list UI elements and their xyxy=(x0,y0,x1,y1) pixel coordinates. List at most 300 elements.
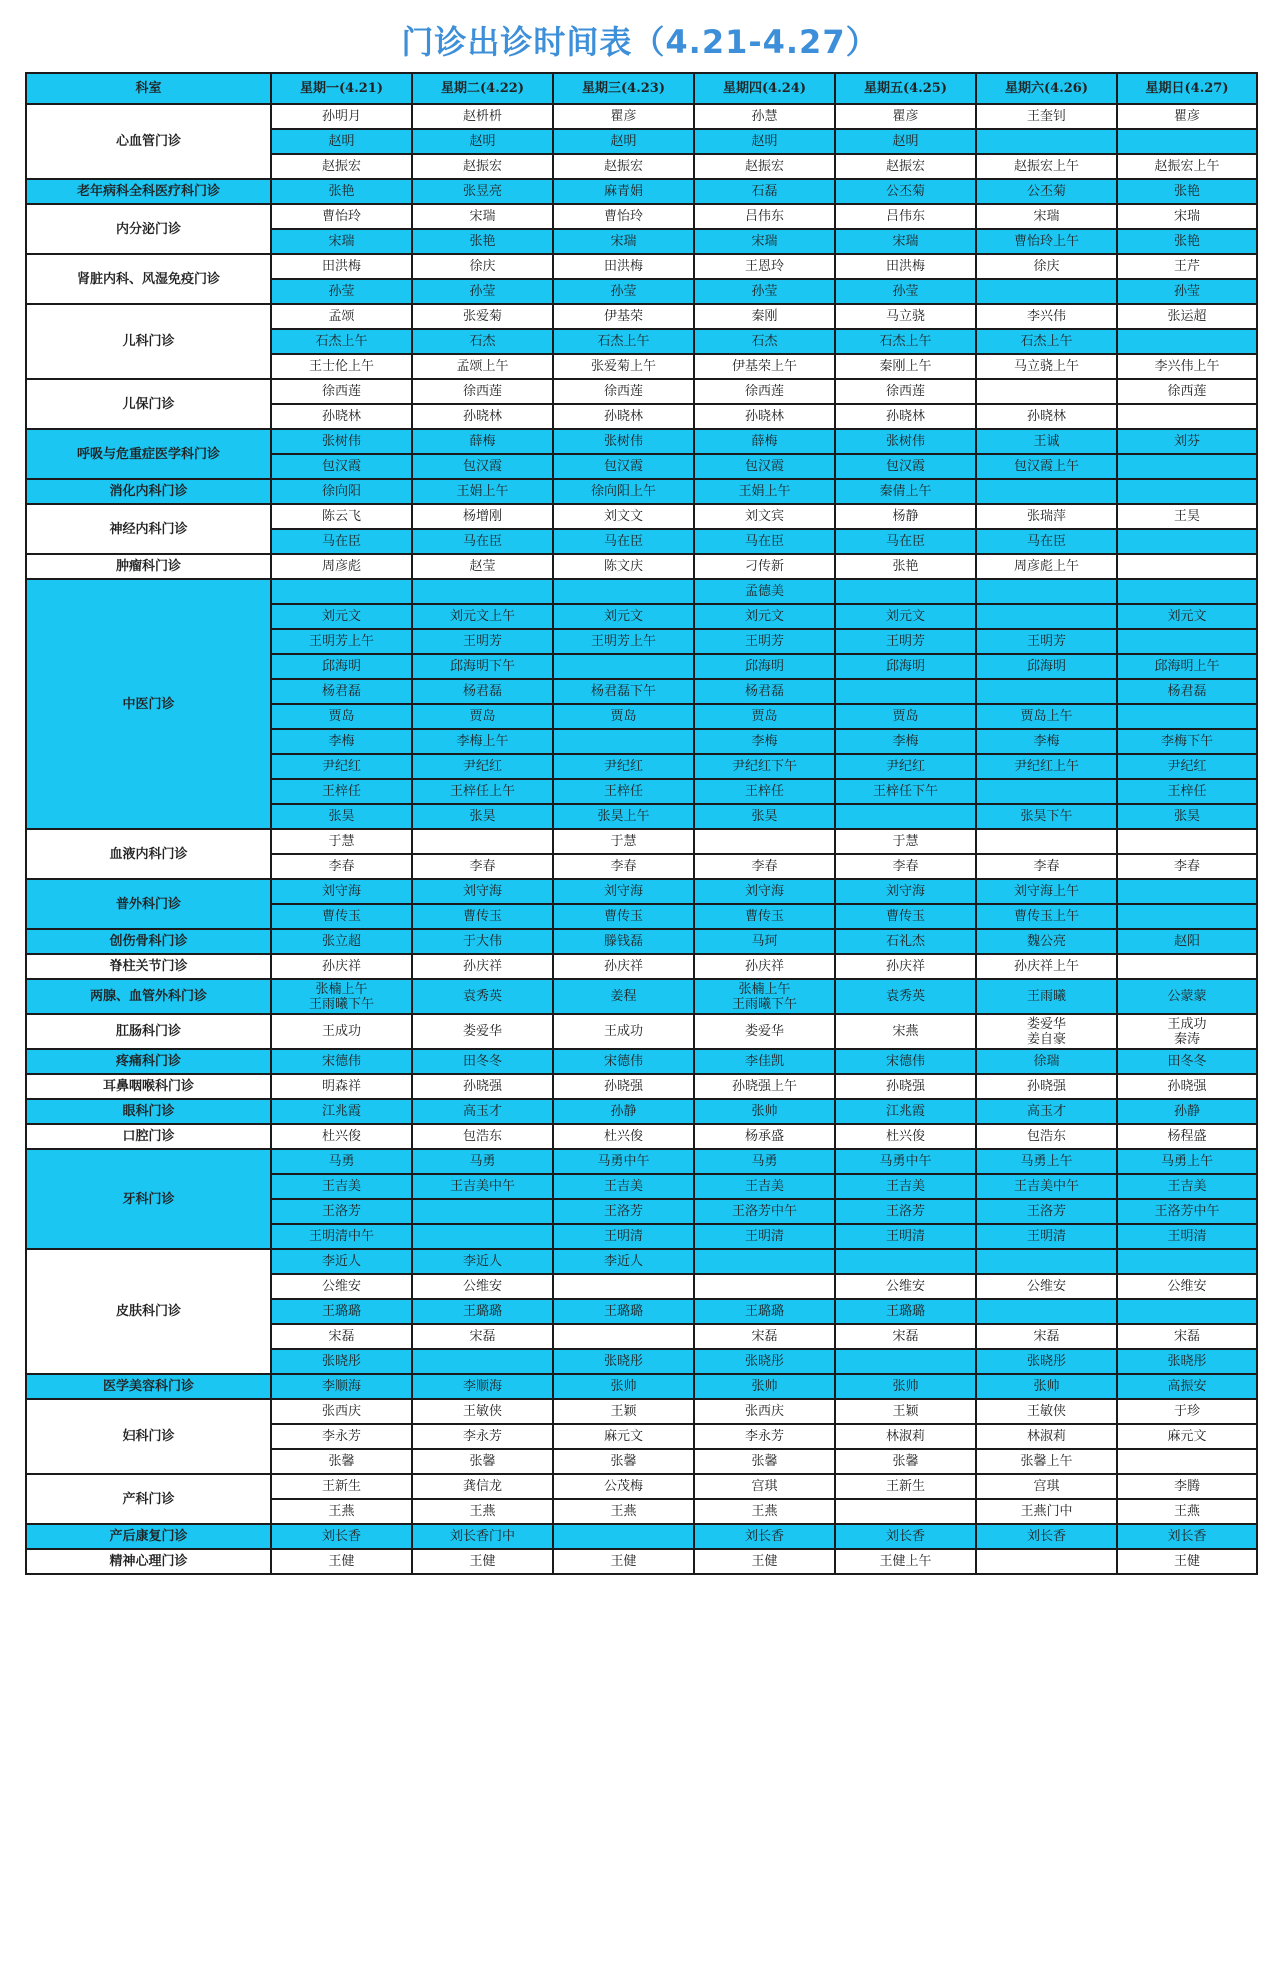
doctor-cell-thu: 包汉霞 xyxy=(694,454,835,479)
doctor-cell-sat: 马在臣 xyxy=(976,529,1117,554)
doctor-cell-mon: 公维安 xyxy=(271,1274,412,1299)
doctor-cell-tue: 石杰 xyxy=(412,329,553,354)
doctor-cell-sun: 王吉美 xyxy=(1117,1174,1257,1199)
doctor-cell-fri xyxy=(835,579,976,604)
doctor-cell-tue: 李梅上午 xyxy=(412,729,553,754)
doctor-cell-sun: 赵阳 xyxy=(1117,929,1257,954)
doctor-cell-fri: 李梅 xyxy=(835,729,976,754)
doctor-cell-tue: 刘元文上午 xyxy=(412,604,553,629)
table-row xyxy=(26,979,1257,1014)
doctor-cell-wed: 杜兴俊 xyxy=(553,1124,694,1149)
doctor-cell-sat: 张帅 xyxy=(976,1374,1117,1399)
doctor-cell-mon: 张西庆 xyxy=(271,1399,412,1424)
doctor-cell-tue: 孟颂上午 xyxy=(412,354,553,379)
department-name: 耳鼻咽喉科门诊 xyxy=(26,1074,271,1099)
doctor-cell-fri: 王璐璐 xyxy=(835,1299,976,1324)
doctor-cell-fri: 孙晓强 xyxy=(835,1074,976,1099)
doctor-cell-sat: 宋磊 xyxy=(976,1324,1117,1349)
doctor-cell-tue: 李近人 xyxy=(412,1249,553,1274)
doctor-cell-fri: 王颖 xyxy=(835,1399,976,1424)
table-row xyxy=(26,204,1257,229)
doctor-cell-tue xyxy=(412,1224,553,1249)
table-row xyxy=(26,1014,1257,1049)
doctor-cell-mon: 于慧 xyxy=(271,829,412,854)
doctor-cell-sat: 张昊下午 xyxy=(976,804,1117,829)
doctor-cell-sat: 孙晓强 xyxy=(976,1074,1117,1099)
doctor-cell-fri xyxy=(835,804,976,829)
table-row xyxy=(26,479,1257,504)
doctor-cell-thu: 杨君磊 xyxy=(694,679,835,704)
doctor-cell-fri: 秦刚上午 xyxy=(835,354,976,379)
doctor-cell-wed: 宋德伟 xyxy=(553,1049,694,1074)
doctor-cell-wed: 包汉霞 xyxy=(553,454,694,479)
doctor-cell-sat: 包汉霞上午 xyxy=(976,454,1117,479)
doctor-cell-sun: 麻元文 xyxy=(1117,1424,1257,1449)
doctor-cell-mon: 明森祥 xyxy=(271,1074,412,1099)
doctor-cell-thu: 薛梅 xyxy=(694,429,835,454)
doctor-cell-wed: 张爱菊上午 xyxy=(553,354,694,379)
doctor-cell-thu xyxy=(694,1249,835,1274)
doctor-cell-sat: 宋瑞 xyxy=(976,204,1117,229)
doctor-cell-sun: 张艳 xyxy=(1117,179,1257,204)
table-row xyxy=(26,1074,1257,1099)
doctor-cell-fri: 杨静 xyxy=(835,504,976,529)
department-name: 肾脏内科、风湿免疫门诊 xyxy=(26,254,271,304)
department-name: 儿保门诊 xyxy=(26,379,271,429)
doctor-cell-wed: 刘文文 xyxy=(553,504,694,529)
doctor-cell-tue: 赵明 xyxy=(412,129,553,154)
doctor-cell-tue: 王璐璐 xyxy=(412,1299,553,1324)
doctor-cell-sun: 于珍 xyxy=(1117,1399,1257,1424)
doctor-cell-thu: 李永芳 xyxy=(694,1424,835,1449)
doctor-cell-thu: 马珂 xyxy=(694,929,835,954)
doctor-cell-tue: 王明芳 xyxy=(412,629,553,654)
department-name: 肛肠科门诊 xyxy=(26,1014,271,1049)
doctor-cell-mon xyxy=(271,579,412,604)
doctor-cell-fri: 孙莹 xyxy=(835,279,976,304)
doctor-cell-thu: 徐西莲 xyxy=(694,379,835,404)
doctor-cell-fri: 马立骁 xyxy=(835,304,976,329)
doctor-cell-sun xyxy=(1117,1249,1257,1274)
doctor-cell-tue: 薛梅 xyxy=(412,429,553,454)
doctor-cell-wed: 田洪梅 xyxy=(553,254,694,279)
doctor-cell-wed: 孙晓强 xyxy=(553,1074,694,1099)
department-name: 儿科门诊 xyxy=(26,304,271,379)
header-tue: 星期二(4.22) xyxy=(412,73,553,104)
doctor-cell-sat: 宫琪 xyxy=(976,1474,1117,1499)
doctor-cell-sat xyxy=(976,379,1117,404)
table-row xyxy=(26,1049,1257,1074)
department-name: 产后康复门诊 xyxy=(26,1524,271,1549)
doctor-cell-thu: 贾岛 xyxy=(694,704,835,729)
department-name: 皮肤科门诊 xyxy=(26,1249,271,1374)
doctor-cell-sun xyxy=(1117,629,1257,654)
doctor-cell-sat: 王明清 xyxy=(976,1224,1117,1249)
doctor-cell-sun: 王成功 秦涛 xyxy=(1117,1014,1257,1049)
doctor-cell-mon: 尹纪红 xyxy=(271,754,412,779)
doctor-cell-mon: 刘元文 xyxy=(271,604,412,629)
doctor-cell-sat: 王燕门中 xyxy=(976,1499,1117,1524)
header-fri: 星期五(4.25) xyxy=(835,73,976,104)
table-row xyxy=(26,1374,1257,1399)
doctor-cell-thu: 刘守海 xyxy=(694,879,835,904)
doctor-cell-mon: 宋德伟 xyxy=(271,1049,412,1074)
doctor-cell-mon: 徐向阳 xyxy=(271,479,412,504)
doctor-cell-thu: 刘文宾 xyxy=(694,504,835,529)
doctor-cell-sun: 孙静 xyxy=(1117,1099,1257,1124)
doctor-cell-thu: 张楠上午 王雨曦下午 xyxy=(694,979,835,1014)
doctor-cell-tue: 刘长香门中 xyxy=(412,1524,553,1549)
table-row xyxy=(26,1399,1257,1424)
doctor-cell-sun: 李兴伟上午 xyxy=(1117,354,1257,379)
doctor-cell-tue xyxy=(412,579,553,604)
table-row xyxy=(26,179,1257,204)
doctor-cell-sat xyxy=(976,129,1117,154)
doctor-cell-tue xyxy=(412,829,553,854)
doctor-cell-mon: 王璐璐 xyxy=(271,1299,412,1324)
header-sun: 星期日(4.27) xyxy=(1117,73,1257,104)
department-name: 妇科门诊 xyxy=(26,1399,271,1474)
doctor-cell-wed: 王燕 xyxy=(553,1499,694,1524)
doctor-cell-fri: 徐西莲 xyxy=(835,379,976,404)
doctor-cell-wed: 麻元文 xyxy=(553,1424,694,1449)
doctor-cell-sun xyxy=(1117,479,1257,504)
doctor-cell-sun xyxy=(1117,529,1257,554)
doctor-cell-wed: 孙晓林 xyxy=(553,404,694,429)
doctor-cell-tue: 包汉霞 xyxy=(412,454,553,479)
doctor-cell-fri: 李春 xyxy=(835,854,976,879)
doctor-cell-fri: 张艳 xyxy=(835,554,976,579)
doctor-cell-fri: 林淑莉 xyxy=(835,1424,976,1449)
doctor-cell-thu: 曹传玉 xyxy=(694,904,835,929)
doctor-cell-mon: 孟颂 xyxy=(271,304,412,329)
doctor-cell-fri: 刘守海 xyxy=(835,879,976,904)
doctor-cell-mon: 徐西莲 xyxy=(271,379,412,404)
doctor-cell-sat: 包浩东 xyxy=(976,1124,1117,1149)
doctor-cell-mon: 王洛芳 xyxy=(271,1199,412,1224)
header-mon: 星期一(4.21) xyxy=(271,73,412,104)
doctor-cell-sun: 宋瑞 xyxy=(1117,204,1257,229)
header-wed: 星期三(4.23) xyxy=(553,73,694,104)
doctor-cell-sun: 公蒙蒙 xyxy=(1117,979,1257,1014)
doctor-cell-tue: 马勇 xyxy=(412,1149,553,1174)
doctor-cell-tue: 公维安 xyxy=(412,1274,553,1299)
doctor-cell-sat: 魏公亮 xyxy=(976,929,1117,954)
doctor-cell-sat: 高玉才 xyxy=(976,1099,1117,1124)
doctor-cell-mon: 李顺海 xyxy=(271,1374,412,1399)
doctor-cell-mon: 马在臣 xyxy=(271,529,412,554)
doctor-cell-wed: 尹纪红 xyxy=(553,754,694,779)
doctor-cell-mon: 包汉霞 xyxy=(271,454,412,479)
doctor-cell-fri xyxy=(835,1499,976,1524)
doctor-cell-tue: 徐庆 xyxy=(412,254,553,279)
doctor-cell-tue xyxy=(412,1199,553,1224)
doctor-cell-sun: 张晓彤 xyxy=(1117,1349,1257,1374)
doctor-cell-tue: 王燕 xyxy=(412,1499,553,1524)
doctor-cell-sat: 王奎钊 xyxy=(976,104,1117,129)
doctor-cell-thu: 王恩玲 xyxy=(694,254,835,279)
department-name: 神经内科门诊 xyxy=(26,504,271,554)
doctor-cell-tue xyxy=(412,1349,553,1374)
department-name: 血液内科门诊 xyxy=(26,829,271,879)
doctor-cell-sat xyxy=(976,479,1117,504)
doctor-cell-sun: 邱海明上午 xyxy=(1117,654,1257,679)
doctor-cell-thu: 李梅 xyxy=(694,729,835,754)
doctor-cell-sat xyxy=(976,1299,1117,1324)
department-name: 创伤骨科门诊 xyxy=(26,929,271,954)
doctor-cell-tue: 张昱亮 xyxy=(412,179,553,204)
table-row xyxy=(26,1124,1257,1149)
doctor-cell-wed: 刘元文 xyxy=(553,604,694,629)
doctor-cell-sun: 瞿彦 xyxy=(1117,104,1257,129)
doctor-cell-mon: 孙晓林 xyxy=(271,404,412,429)
department-name: 脊柱关节门诊 xyxy=(26,954,271,979)
doctor-cell-sun: 王明清 xyxy=(1117,1224,1257,1249)
doctor-cell-thu: 邱海明 xyxy=(694,654,835,679)
doctor-cell-tue: 宋磊 xyxy=(412,1324,553,1349)
table-row xyxy=(26,104,1257,129)
doctor-cell-thu: 张昊 xyxy=(694,804,835,829)
doctor-cell-mon: 赵明 xyxy=(271,129,412,154)
doctor-cell-sat: 石杰上午 xyxy=(976,329,1117,354)
doctor-cell-tue: 王梓任上午 xyxy=(412,779,553,804)
doctor-cell-wed: 瞿彦 xyxy=(553,104,694,129)
doctor-cell-thu: 娄爱华 xyxy=(694,1014,835,1049)
doctor-cell-sun: 尹纪红 xyxy=(1117,754,1257,779)
doctor-cell-sat: 赵振宏上午 xyxy=(976,154,1117,179)
doctor-cell-wed: 杨君磊下午 xyxy=(553,679,694,704)
doctor-cell-thu: 伊基荣上午 xyxy=(694,354,835,379)
doctor-cell-thu: 李佳凯 xyxy=(694,1049,835,1074)
doctor-cell-sat xyxy=(976,604,1117,629)
doctor-cell-wed: 麻青娟 xyxy=(553,179,694,204)
doctor-cell-sun xyxy=(1117,904,1257,929)
doctor-cell-thu: 宫琪 xyxy=(694,1474,835,1499)
doctor-cell-tue: 张馨 xyxy=(412,1449,553,1474)
doctor-cell-fri: 秦倩上午 xyxy=(835,479,976,504)
doctor-cell-fri: 孙晓林 xyxy=(835,404,976,429)
doctor-cell-thu: 张西庆 xyxy=(694,1399,835,1424)
doctor-cell-tue: 邱海明下午 xyxy=(412,654,553,679)
doctor-cell-wed: 孙庆祥 xyxy=(553,954,694,979)
doctor-cell-mon: 王士伦上午 xyxy=(271,354,412,379)
header-thu: 星期四(4.24) xyxy=(694,73,835,104)
doctor-cell-mon: 张树伟 xyxy=(271,429,412,454)
doctor-cell-wed: 徐西莲 xyxy=(553,379,694,404)
doctor-cell-wed: 曹怡玲 xyxy=(553,204,694,229)
doctor-cell-sun: 刘芬 xyxy=(1117,429,1257,454)
doctor-cell-fri: 刘元文 xyxy=(835,604,976,629)
doctor-cell-sun xyxy=(1117,329,1257,354)
doctor-cell-mon: 张昊 xyxy=(271,804,412,829)
table-row xyxy=(26,1474,1257,1499)
doctor-cell-wed: 石杰上午 xyxy=(553,329,694,354)
doctor-cell-fri: 包汉霞 xyxy=(835,454,976,479)
doctor-cell-thu: 尹纪红下午 xyxy=(694,754,835,779)
doctor-cell-wed: 张馨 xyxy=(553,1449,694,1474)
department-name: 内分泌门诊 xyxy=(26,204,271,254)
table-row xyxy=(26,504,1257,529)
doctor-cell-thu: 王明清 xyxy=(694,1224,835,1249)
doctor-cell-wed: 张帅 xyxy=(553,1374,694,1399)
doctor-cell-mon: 王燕 xyxy=(271,1499,412,1524)
doctor-cell-sat: 王明芳 xyxy=(976,629,1117,654)
doctor-cell-tue: 张昊 xyxy=(412,804,553,829)
doctor-cell-wed: 滕钱磊 xyxy=(553,929,694,954)
doctor-cell-wed: 徐向阳上午 xyxy=(553,479,694,504)
doctor-cell-mon: 周彦彪 xyxy=(271,554,412,579)
doctor-cell-sun: 王健 xyxy=(1117,1549,1257,1574)
doctor-cell-tue: 李顺海 xyxy=(412,1374,553,1399)
department-name: 两腺、血管外科门诊 xyxy=(26,979,271,1014)
doctor-cell-sun xyxy=(1117,954,1257,979)
doctor-cell-fri xyxy=(835,679,976,704)
doctor-cell-wed xyxy=(553,1524,694,1549)
table-row xyxy=(26,554,1257,579)
doctor-cell-tue: 张爱菊 xyxy=(412,304,553,329)
doctor-cell-mon: 杨君磊 xyxy=(271,679,412,704)
doctor-cell-sun: 宋磊 xyxy=(1117,1324,1257,1349)
doctor-cell-fri: 王洛芳 xyxy=(835,1199,976,1224)
doctor-cell-fri: 公维安 xyxy=(835,1274,976,1299)
table-row xyxy=(26,1549,1257,1574)
doctor-cell-fri: 贾岛 xyxy=(835,704,976,729)
doctor-cell-sat: 曹传玉上午 xyxy=(976,904,1117,929)
doctor-cell-wed: 王璐璐 xyxy=(553,1299,694,1324)
doctor-cell-sun: 孙莹 xyxy=(1117,279,1257,304)
department-name: 医学美容科门诊 xyxy=(26,1374,271,1399)
doctor-cell-thu: 石杰 xyxy=(694,329,835,354)
doctor-cell-sat: 王吉美中午 xyxy=(976,1174,1117,1199)
doctor-cell-wed: 王成功 xyxy=(553,1014,694,1049)
doctor-cell-tue: 孙晓强 xyxy=(412,1074,553,1099)
doctor-cell-sun: 徐西莲 xyxy=(1117,379,1257,404)
doctor-cell-sat: 邱海明 xyxy=(976,654,1117,679)
table-row xyxy=(26,929,1257,954)
department-name: 眼科门诊 xyxy=(26,1099,271,1124)
doctor-cell-thu: 吕伟东 xyxy=(694,204,835,229)
doctor-cell-thu: 李春 xyxy=(694,854,835,879)
doctor-cell-sun: 公维安 xyxy=(1117,1274,1257,1299)
doctor-cell-wed xyxy=(553,1324,694,1349)
department-name: 心血管门诊 xyxy=(26,104,271,179)
doctor-cell-sat: 马勇上午 xyxy=(976,1149,1117,1174)
table-row xyxy=(26,429,1257,454)
doctor-cell-thu: 张帅 xyxy=(694,1374,835,1399)
doctor-cell-sun xyxy=(1117,1299,1257,1324)
doctor-cell-sun xyxy=(1117,704,1257,729)
doctor-cell-thu: 孙慧 xyxy=(694,104,835,129)
doctor-cell-mon: 刘长香 xyxy=(271,1524,412,1549)
department-name: 精神心理门诊 xyxy=(26,1549,271,1574)
doctor-cell-thu: 张帅 xyxy=(694,1099,835,1124)
doctor-cell-tue: 龚信龙 xyxy=(412,1474,553,1499)
doctor-cell-thu: 王梓任 xyxy=(694,779,835,804)
doctor-cell-wed: 赵明 xyxy=(553,129,694,154)
doctor-cell-thu: 孙莹 xyxy=(694,279,835,304)
doctor-cell-thu: 马在臣 xyxy=(694,529,835,554)
doctor-cell-mon: 赵振宏 xyxy=(271,154,412,179)
doctor-cell-sat: 贾岛上午 xyxy=(976,704,1117,729)
doctor-cell-sun: 张运超 xyxy=(1117,304,1257,329)
doctor-cell-mon: 孙莹 xyxy=(271,279,412,304)
doctor-cell-mon: 王成功 xyxy=(271,1014,412,1049)
doctor-cell-tue: 王健 xyxy=(412,1549,553,1574)
table-row xyxy=(26,579,1257,604)
doctor-cell-tue: 王娟上午 xyxy=(412,479,553,504)
doctor-cell-thu: 石磊 xyxy=(694,179,835,204)
doctor-cell-sun: 高振安 xyxy=(1117,1374,1257,1399)
doctor-cell-sun: 王昊 xyxy=(1117,504,1257,529)
department-name: 口腔门诊 xyxy=(26,1124,271,1149)
doctor-cell-mon: 李永芳 xyxy=(271,1424,412,1449)
doctor-cell-sun: 刘长香 xyxy=(1117,1524,1257,1549)
doctor-cell-sun: 马勇上午 xyxy=(1117,1149,1257,1174)
doctor-cell-mon: 李梅 xyxy=(271,729,412,754)
doctor-cell-mon: 曹传玉 xyxy=(271,904,412,929)
doctor-cell-fri xyxy=(835,1249,976,1274)
doctor-cell-fri: 公丕菊 xyxy=(835,179,976,204)
doctor-cell-mon: 邱海明 xyxy=(271,654,412,679)
doctor-cell-sat: 王洛芳 xyxy=(976,1199,1117,1224)
doctor-cell-wed xyxy=(553,579,694,604)
doctor-cell-tue: 田冬冬 xyxy=(412,1049,553,1074)
doctor-cell-wed: 孙静 xyxy=(553,1099,694,1124)
doctor-cell-fri: 马在臣 xyxy=(835,529,976,554)
doctor-cell-fri: 孙庆祥 xyxy=(835,954,976,979)
doctor-cell-thu: 张晓彤 xyxy=(694,1349,835,1374)
doctor-cell-sun: 杨君磊 xyxy=(1117,679,1257,704)
doctor-cell-thu: 王洛芳中午 xyxy=(694,1199,835,1224)
department-name: 消化内科门诊 xyxy=(26,479,271,504)
doctor-cell-fri: 石礼杰 xyxy=(835,929,976,954)
header-row xyxy=(26,73,1257,104)
department-name: 疼痛科门诊 xyxy=(26,1049,271,1074)
doctor-cell-tue: 包浩东 xyxy=(412,1124,553,1149)
doctor-cell-wed: 宋瑞 xyxy=(553,229,694,254)
doctor-cell-sat: 娄爱华 姜自豪 xyxy=(976,1014,1117,1049)
doctor-cell-mon: 张晓彤 xyxy=(271,1349,412,1374)
doctor-cell-tue: 刘守海 xyxy=(412,879,553,904)
doctor-cell-fri: 王吉美 xyxy=(835,1174,976,1199)
table-row xyxy=(26,304,1257,329)
doctor-cell-mon: 田洪梅 xyxy=(271,254,412,279)
doctor-cell-tue: 贾岛 xyxy=(412,704,553,729)
doctor-cell-mon: 曹怡玲 xyxy=(271,204,412,229)
doctor-cell-tue: 于大伟 xyxy=(412,929,553,954)
doctor-cell-fri: 吕伟东 xyxy=(835,204,976,229)
doctor-cell-sat: 徐庆 xyxy=(976,254,1117,279)
doctor-cell-wed: 李春 xyxy=(553,854,694,879)
doctor-cell-wed: 王吉美 xyxy=(553,1174,694,1199)
doctor-cell-sun xyxy=(1117,404,1257,429)
doctor-cell-fri: 王明芳 xyxy=(835,629,976,654)
doctor-cell-wed: 姜程 xyxy=(553,979,694,1014)
doctor-cell-sun: 王芹 xyxy=(1117,254,1257,279)
doctor-cell-fri: 赵明 xyxy=(835,129,976,154)
doctor-cell-mon: 王明芳上午 xyxy=(271,629,412,654)
doctor-cell-tue: 徐西莲 xyxy=(412,379,553,404)
doctor-cell-wed: 于慧 xyxy=(553,829,694,854)
doctor-cell-tue: 杨君磊 xyxy=(412,679,553,704)
doctor-cell-mon: 张立超 xyxy=(271,929,412,954)
doctor-cell-sat: 王诚 xyxy=(976,429,1117,454)
doctor-cell-fri: 张馨 xyxy=(835,1449,976,1474)
doctor-cell-sat: 孙晓林 xyxy=(976,404,1117,429)
doctor-cell-thu: 王吉美 xyxy=(694,1174,835,1199)
doctor-cell-fri: 田洪梅 xyxy=(835,254,976,279)
doctor-cell-tue: 孙庆祥 xyxy=(412,954,553,979)
